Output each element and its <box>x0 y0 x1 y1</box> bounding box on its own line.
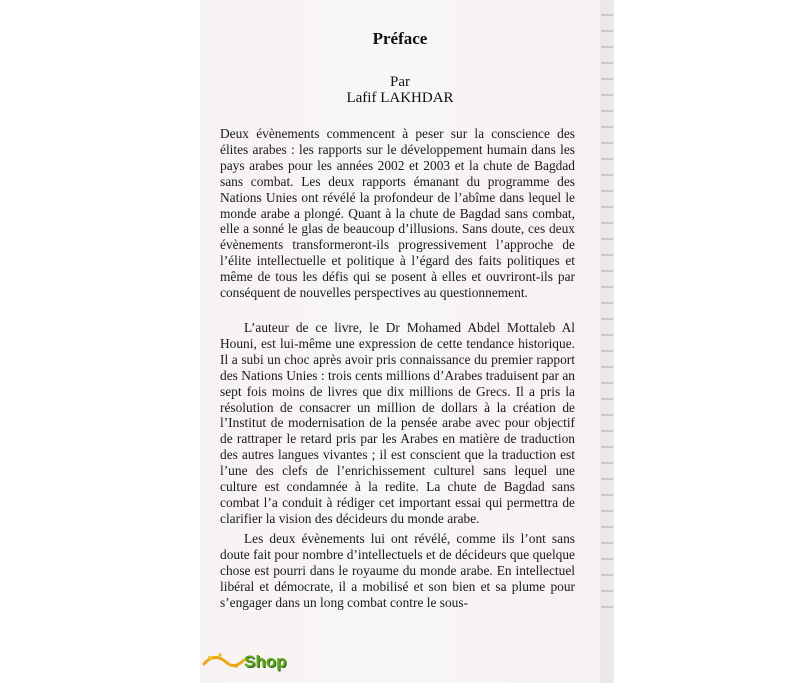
paragraph-text: Les deux évènements lui ont révélé, comme ils l’ont sans doute fait pour nombre d’intellectuels et de décideurs que quelque chose est pourri dans le royaume du monde arabe. En intellectuel libéral et démocrate, il a mobilisé et son bien et sa plume pour s’engager dans un long combat contre le sous- <box>220 531 575 610</box>
paragraph-text: L’auteur de ce livre, le Dr Mohamed Abdel Mottaleb Al Houni, est lui-même une expression de cette tendance historique. Il a subi un choc après avoir pris connaissance du premier rapport des Nations Unies : trois cents millions d’Arabes traduisent par an sept fois moins de livres que dix millions de Grecs. Il a pris la résolution de consacrer un million de dollars à la création de l’Institut de modernisation de la pensée arabe avec pour objectif de rattraper le retard pris par les Arabes en matière de traduction des autres langues vivantes ; il est conscient que la traduction est l’une des clefs de l’enrichissement culturel sans lequel une culture est condamnée à la redite. La chute de Bagdad sans combat l’a conduit à rédiger cet important essai qui permettra de clarifier la vision des décideurs du monde arabe. <box>220 320 575 526</box>
shop-logo-text: Shop <box>244 652 287 671</box>
byline-par: Par <box>390 74 410 90</box>
paragraph-text: Deux évènements commencent à peser sur la conscience des élites arabes : les rapports sur le développement humain dans les pays arabes pour les années 2002 et 2003 et la chute de Bagdad sans combat. Les deux rapports émanant du programme des Nations Unies ont révélé la profondeur de l’abîme dans lequel le monde arabe a plongé. Quant à la chute de Bagdad sans combat, elle a sonné le glas de beaucoup d’illusions. Sans doute, ces deux évènements transformeront-ils progressivement l’approche de l’élite intellectuelle et politique à l’égard des faits politiques et même de tous les défis qui se posent à elles et ouvriront-ils par conséquent de nouvelles perspectives au questionnement. <box>220 126 575 301</box>
adjacent-page-edge <box>600 0 614 683</box>
author-name: Lafif LAKHDAR <box>346 90 454 106</box>
paragraph-2 <box>220 320 575 527</box>
page-title: Préface <box>372 29 428 48</box>
book-page <box>200 0 600 683</box>
paragraph-1 <box>220 126 575 301</box>
paragraph-3 <box>220 531 575 611</box>
